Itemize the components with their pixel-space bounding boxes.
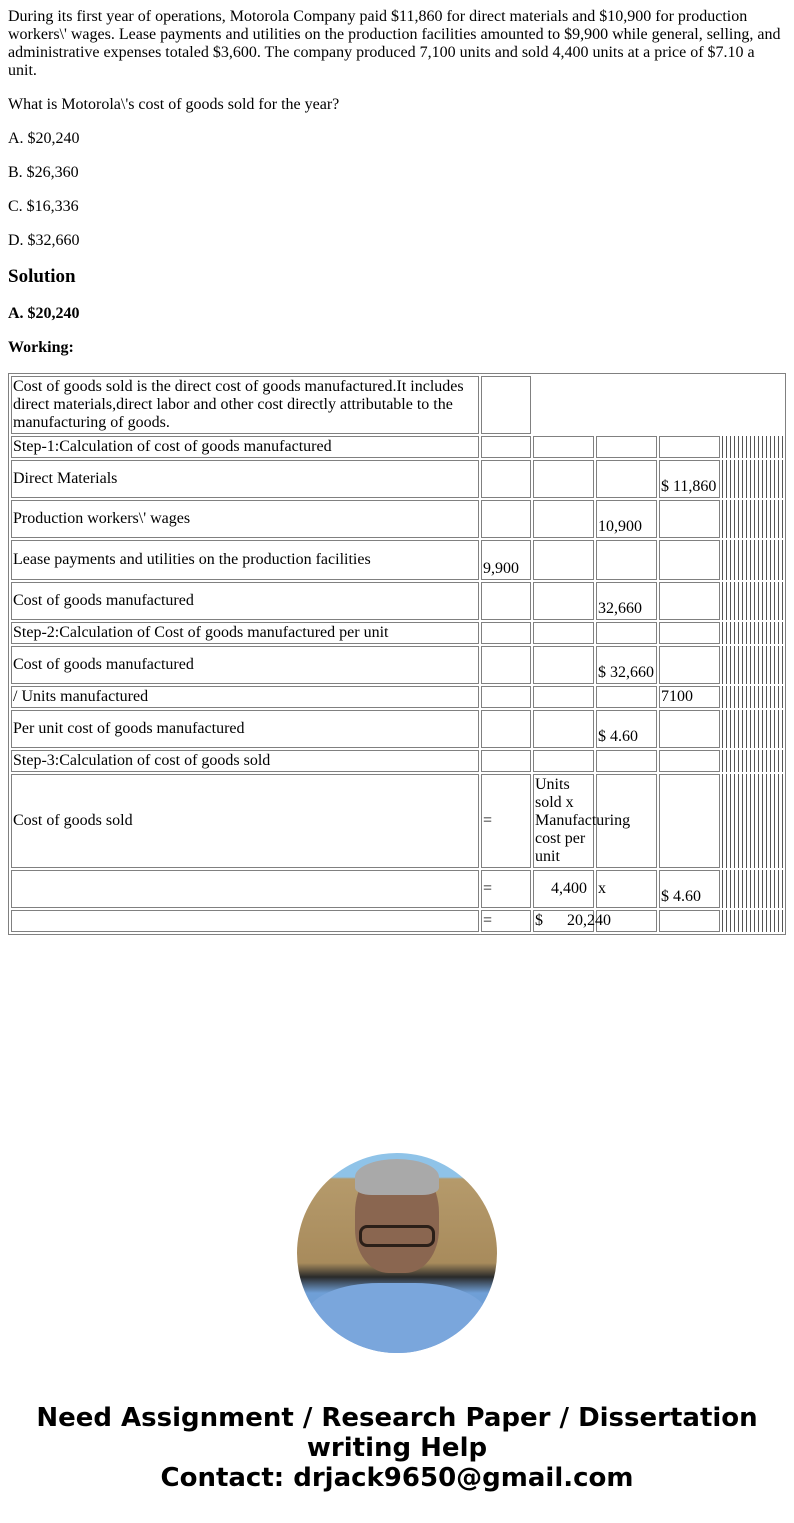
decorative-border <box>722 910 783 932</box>
decorative-border <box>722 460 783 498</box>
option-d: D. $32,660 <box>8 232 80 249</box>
row-label: Production workers\' wages <box>11 500 479 538</box>
cell <box>659 710 720 748</box>
cogm-value: 32,660 <box>596 582 657 620</box>
cell <box>533 460 594 498</box>
cell <box>659 582 720 620</box>
cell <box>533 750 594 772</box>
working-label: Working: <box>8 339 74 356</box>
cell <box>481 646 531 684</box>
document-body <box>8 8 786 935</box>
cell <box>659 622 720 644</box>
solution-heading: Solution <box>8 266 76 287</box>
decorative-border <box>722 436 783 458</box>
decorative-border <box>722 582 783 620</box>
per-unit-cost-value: $ 4.60 <box>596 710 657 748</box>
cell <box>481 622 531 644</box>
lease-value: 9,900 <box>481 540 531 580</box>
cell <box>533 622 594 644</box>
table-row <box>11 750 783 772</box>
cell <box>533 540 594 580</box>
row-label: Lease payments and utilities on the production facilities <box>11 540 479 580</box>
per-unit-cost-value: $ 4.60 <box>659 870 720 908</box>
cell <box>481 500 531 538</box>
decorative-border <box>722 646 783 684</box>
decorative-border <box>722 540 783 580</box>
cell <box>481 436 531 458</box>
equals-sign: = <box>481 870 531 908</box>
cell <box>659 910 720 932</box>
intro-cell: Cost of goods sold is the direct cost of goods manufactured.It includes direct materials,direct labor and other cost directly attributable to the manufacturing of goods. <box>11 376 479 434</box>
table-row <box>11 540 783 580</box>
cell <box>481 582 531 620</box>
cogs-result-value: $ 20,240 <box>533 910 594 932</box>
table-row <box>11 646 783 684</box>
empty-cell <box>481 376 531 434</box>
formula-cell: Units sold x Manufacturing cost per unit <box>533 774 594 868</box>
row-label: Direct Materials <box>11 460 479 498</box>
cell <box>659 774 720 868</box>
row-label: Per unit cost of goods manufactured <box>11 710 479 748</box>
direct-materials-value: $ 11,860 <box>659 460 720 498</box>
multiply-sign: x <box>596 870 657 908</box>
cell <box>481 686 531 708</box>
avatar-glasses <box>359 1225 435 1247</box>
cell <box>596 750 657 772</box>
promo-banner <box>0 1403 794 1493</box>
promo-line-1: Need Assignment / Research Paper / Dissertation <box>36 1403 758 1433</box>
promo-line-2: writing Help <box>306 1433 488 1463</box>
cell <box>533 686 594 708</box>
decorative-border <box>722 870 783 908</box>
table-row <box>11 870 783 908</box>
cell <box>533 582 594 620</box>
row-label: Cost of goods manufactured <box>11 646 479 684</box>
cell <box>533 436 594 458</box>
cell <box>659 436 720 458</box>
row-label: Cost of goods sold <box>11 774 479 868</box>
cell <box>596 622 657 644</box>
table-row <box>11 582 783 620</box>
cell <box>596 436 657 458</box>
table-row-intro <box>11 376 783 434</box>
table-row <box>11 774 783 868</box>
working-table <box>8 373 786 935</box>
cell <box>596 460 657 498</box>
option-c: C. $16,336 <box>8 198 79 215</box>
decorative-border <box>722 750 783 772</box>
decorative-border <box>722 622 783 644</box>
step-2-heading: Step-2:Calculation of Cost of goods manufactured per unit <box>11 622 479 644</box>
cell <box>596 686 657 708</box>
cell <box>659 540 720 580</box>
equals-sign: = <box>481 774 531 868</box>
table-row <box>11 436 783 458</box>
cell <box>481 750 531 772</box>
table-row <box>11 500 783 538</box>
step-3-heading: Step-3:Calculation of cost of goods sold <box>11 750 479 772</box>
wages-value: 10,900 <box>596 500 657 538</box>
cell <box>533 646 594 684</box>
decorative-border <box>722 500 783 538</box>
avatar-shirt <box>307 1283 487 1353</box>
cell <box>659 750 720 772</box>
decorative-border <box>722 686 783 708</box>
question-text: During its first year of operations, Motorola Company paid $11,860 for direct materials and $10,900 for production workers\' wages. Lease payments and utilities on the production facilities amounted to $9,900 while general, selling, and administrative expenses totaled $3,600. The company produced 7,100 units and sold 4,400 units at a price of $7.10 a unit. <box>8 8 781 79</box>
author-avatar <box>297 1153 497 1353</box>
table-row <box>11 910 783 932</box>
equals-sign: = <box>481 910 531 932</box>
cell <box>481 710 531 748</box>
cell <box>659 500 720 538</box>
row-label <box>11 910 479 932</box>
decorative-border <box>722 710 783 748</box>
row-label: / Units manufactured <box>11 686 479 708</box>
option-a: A. $20,240 <box>8 130 80 147</box>
decorative-border <box>722 774 783 868</box>
solution-answer: A. $20,240 <box>8 305 80 322</box>
cell <box>659 646 720 684</box>
promo-contact: Contact: drjack9650@gmail.com <box>160 1463 634 1493</box>
cell <box>596 540 657 580</box>
row-label: Cost of goods manufactured <box>11 582 479 620</box>
option-b: B. $26,360 <box>8 164 79 181</box>
avatar-hair <box>355 1159 439 1195</box>
units-sold-value: 4,400 <box>533 870 594 908</box>
units-manufactured-value: 7100 <box>659 686 720 708</box>
cell <box>533 500 594 538</box>
cell <box>533 710 594 748</box>
question-prompt: What is Motorola\'s cost of goods sold for the year? <box>8 96 340 113</box>
cogm-value: $ 32,660 <box>596 646 657 684</box>
row-label <box>11 870 479 908</box>
table-row <box>11 622 783 644</box>
table-row <box>11 710 783 748</box>
table-row <box>11 460 783 498</box>
step-1-heading: Step-1:Calculation of cost of goods manufactured <box>11 436 479 458</box>
cell <box>481 460 531 498</box>
table-row <box>11 686 783 708</box>
